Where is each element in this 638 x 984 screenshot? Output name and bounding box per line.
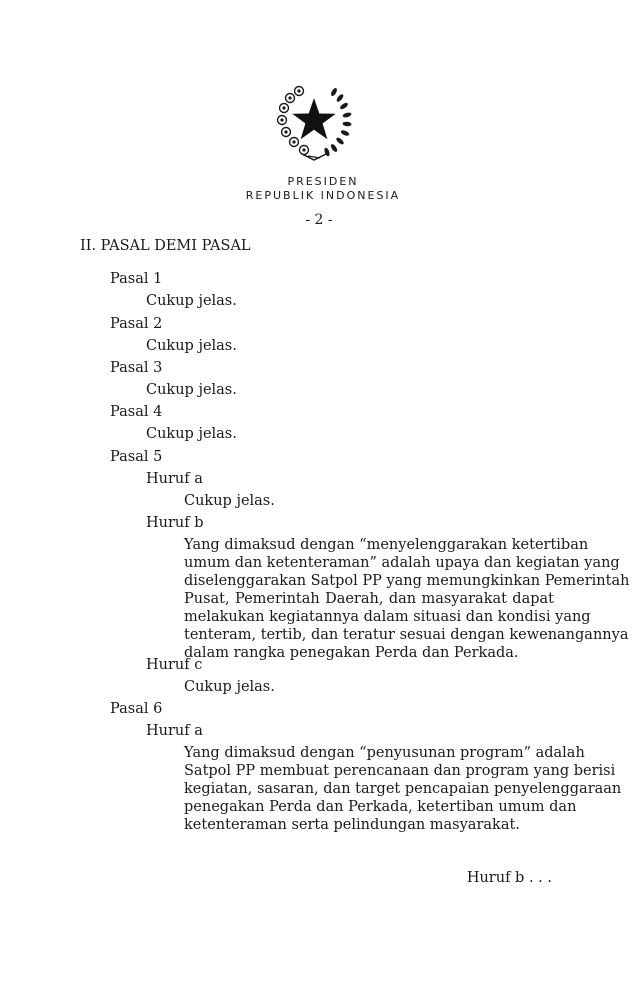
paragraph-line: penegakan Perda dan Perkada, ketertiban umum dan: [184, 799, 577, 815]
pasal-4-label: Pasal 4: [110, 404, 163, 420]
paragraph-line: Pusat, Pemerintah Daerah, dan masyarakat dapat: [184, 591, 554, 607]
header-president: PRESIDEN: [287, 175, 359, 188]
paragraph-line: ketenteraman serta pelindungan masyarakat.: [184, 817, 520, 833]
paragraph-line: tenteram, tertib, dan teratur sesuai dengan kewenangannya: [184, 627, 629, 643]
paragraph-line: melakukan kegiatannya dalam situasi dan kondisi yang: [184, 609, 591, 625]
pasal-5-huruf-c-text: Cukup jelas.: [184, 679, 275, 695]
pasal-3-label: Pasal 3: [110, 360, 163, 376]
pasal-4-text: Cukup jelas.: [146, 426, 237, 442]
paragraph-line: kegiatan, sasaran, dan target pencapaian penyelenggaraan: [184, 781, 622, 797]
paragraph-line: dalam rangka penegakan Perda dan Perkada.: [184, 645, 519, 661]
paragraph-line: diselenggarakan Satpol PP yang memungkinkan Pemerintah: [184, 573, 630, 589]
paragraph-line: umum dan ketenteraman” adalah upaya dan kegiatan yang: [184, 555, 620, 571]
paragraph-line: Yang dimaksud dengan “penyusunan program” adalah: [184, 745, 585, 761]
pasal-2-label: Pasal 2: [110, 316, 163, 332]
pasal-2-text: Cukup jelas.: [146, 338, 237, 354]
pasal-1-label: Pasal 1: [110, 271, 163, 287]
pasal-5-huruf-b-paragraph: [184, 536, 630, 662]
section-title: II. PASAL DEMI PASAL: [80, 238, 251, 254]
pasal-3-text: Cukup jelas.: [146, 382, 237, 398]
pasal-5-huruf-a-label: Huruf a: [146, 471, 203, 487]
pasal-6-huruf-a-label: Huruf a: [146, 723, 203, 739]
continuation-note: Huruf b . . .: [466, 870, 552, 886]
presidential-emblem-icon: [272, 80, 356, 162]
pasal-5-huruf-a-text: Cukup jelas.: [184, 493, 275, 509]
pasal-6-huruf-a-paragraph: [184, 744, 622, 834]
pasal-5-huruf-c-label: Huruf c: [146, 657, 203, 673]
pasal-5-huruf-b-label: Huruf b: [146, 515, 204, 531]
paragraph-line: Yang dimaksud dengan “menyelenggarakan ketertiban: [184, 537, 589, 553]
paragraph-line: Satpol PP membuat perencanaan dan program yang berisi: [184, 763, 616, 779]
pasal-6-label: Pasal 6: [110, 701, 163, 717]
pasal-1-text: Cukup jelas.: [146, 293, 237, 309]
page-number: - 2 -: [305, 212, 333, 228]
pasal-5-label: Pasal 5: [110, 449, 163, 465]
header-republic: REPUBLIK INDONESIA: [245, 189, 401, 202]
